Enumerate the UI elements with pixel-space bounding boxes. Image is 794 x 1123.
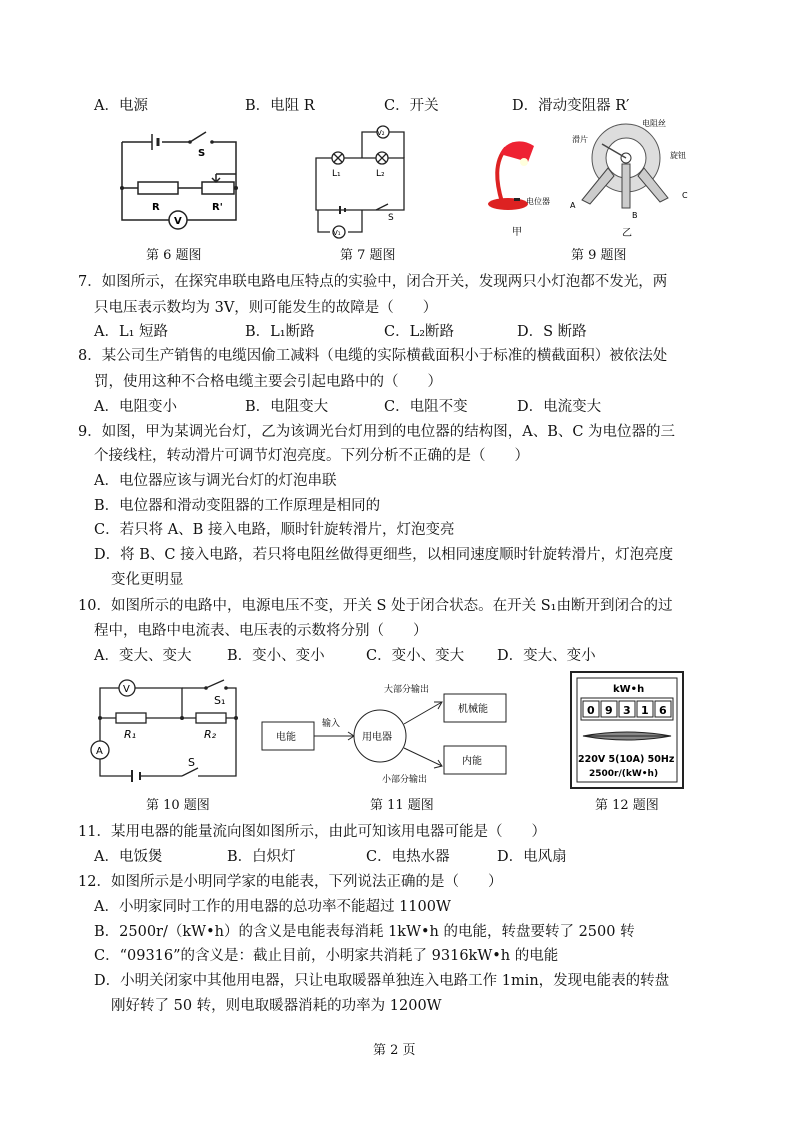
- q6-option-c: C．开关: [384, 98, 439, 114]
- fig12-caption: 第 12 题图: [595, 798, 659, 813]
- fig12-digit-2: 9: [605, 704, 613, 717]
- fig10-label-v: V: [123, 684, 130, 695]
- q7-option-d: D．S 断路: [517, 324, 587, 340]
- q11-option-a: A．电饭煲: [94, 849, 163, 865]
- fig7-label-v2: V₂: [377, 129, 385, 137]
- fig11-caption: 第 11 题图: [370, 798, 434, 813]
- q9-option-d: D．将 B、C 接入电路，若只将电阻丝做得更细些，以相同速度顺时针旋转滑片，灯泡亮度: [94, 547, 674, 563]
- fig10-label-s: S: [188, 756, 195, 769]
- q12-option-a: A．小明家同时工作的用电器的总功率不能超过 1100W: [94, 899, 451, 915]
- q8-stem-line-1: 8．某公司生产销售的电缆因偷工减料（电缆的实际横截面积小于标准的横截面积）被依法处: [78, 348, 668, 364]
- fig6-label-s: S: [198, 148, 206, 159]
- fig9-label-a: A: [570, 201, 576, 210]
- q6-option-a: A．电源: [94, 98, 148, 114]
- fig12-rate: 2500r/(kW•h): [589, 769, 659, 779]
- fig6-label-r: R: [152, 202, 160, 213]
- q12-stem: 12．如图所示是小明同学家的电能表，下列说法正确的是（ ）: [78, 874, 503, 890]
- fig11-label-minor-output: 小部分输出: [382, 775, 428, 785]
- fig11-label-major-output: 大部分输出: [384, 685, 430, 695]
- figure-7-circuit: [304, 120, 424, 242]
- fig7-label-l2: L₂: [376, 169, 385, 179]
- fig7-label-v1: V₁: [333, 229, 341, 237]
- q7-stem-line-1: 7．如图所示，在探究串联电路电压特点的实验中，闭合开关，发现两只小灯泡都不发光，两: [78, 274, 668, 290]
- fig7-caption: 第 7 题图: [340, 248, 396, 263]
- page-number: 第 2 页: [373, 1043, 416, 1058]
- fig10-caption: 第 10 题图: [146, 798, 210, 813]
- q7-option-a: A．L₁ 短路: [94, 324, 169, 340]
- q8-stem-line-2: 罚，使用这种不合格电缆主要会引起电路中的（ ）: [94, 374, 442, 390]
- q8-option-b: B．电阻变大: [245, 399, 329, 415]
- fig9-label-yi: 乙: [622, 228, 632, 239]
- fig10-label-a: A: [96, 746, 103, 757]
- q12-option-d-continued: 刚好转了 50 转，则电取暖器消耗的功率为 1200W: [111, 998, 442, 1014]
- fig9-label-b: B: [632, 211, 638, 220]
- q10-stem-line-2: 程中，电路中电流表、电压表的示数将分别（ ）: [94, 623, 428, 639]
- q11-stem: 11．某用电器的能量流向图如图所示，由此可知该用电器可能是（ ）: [78, 824, 546, 840]
- figure-6-circuit: [112, 128, 244, 230]
- fig10-label-r1: R₁: [124, 728, 137, 741]
- fig7-label-l1: L₁: [332, 169, 341, 179]
- q9-option-c: C．若只将 A、B 接入电路，顺时针旋转滑片，灯泡变亮: [94, 522, 455, 538]
- fig9-label-knob: 旋钮: [670, 151, 686, 160]
- q9-stem-line-2: 个接线柱，转动滑片可调节灯泡亮度。下列分析不正确的是（ ）: [94, 448, 529, 464]
- fig10-label-r2: R₂: [204, 728, 217, 741]
- fig6-caption: 第 6 题图: [146, 248, 202, 263]
- q11-option-c: C．电热水器: [366, 849, 450, 865]
- potentiometer-diagram: [582, 124, 668, 208]
- q8-option-a: A．电阻变小: [94, 399, 177, 415]
- fig12-unit: kW•h: [613, 684, 645, 695]
- q6-option-d: D．滑动变阻器 R′: [512, 98, 630, 114]
- figure-12-electricity-meter: [569, 670, 685, 790]
- fig6-label-v: V: [174, 216, 182, 227]
- q10-option-a: A．变大、变大: [94, 648, 192, 664]
- q6-option-b: B．电阻 R: [245, 98, 315, 114]
- q8-option-d: D．电流变大: [517, 399, 602, 415]
- fig9-label-c: C: [682, 191, 688, 200]
- fig10-label-s1: S₁: [214, 694, 226, 707]
- q9-option-b: B．电位器和滑动变阻器的工作原理是相同的: [94, 498, 381, 514]
- fig12-digit-4: 1: [641, 704, 649, 717]
- fig9-label-slider: 滑片: [572, 135, 588, 144]
- fig11-label-mechanical: 机械能: [458, 704, 488, 715]
- figure-9-lamp-and-potentiometer: [478, 112, 700, 242]
- q12-option-d: D．小明关闭家中其他用电器，只让电取暖器单独连入电路工作 1min，发现电能表的转盘: [94, 973, 670, 989]
- q10-option-b: B．变小、变小: [227, 648, 325, 664]
- fig11-label-input: 输入: [322, 719, 341, 729]
- figure-11-energy-flow: [258, 680, 520, 786]
- q10-stem-line-1: 10．如图所示的电路中，电源电压不变，开关 S 处于闭合状态。在开关 S₁由断开到闭合的过: [78, 598, 673, 614]
- q10-option-c: C．变小、变大: [366, 648, 465, 664]
- q11-option-d: D．电风扇: [497, 849, 567, 865]
- q9-option-a: A．电位器应该与调光台灯的灯泡串联: [94, 473, 337, 489]
- q10-option-d: D．变大、变小: [497, 648, 596, 664]
- q7-option-c: C．L₂断路: [384, 324, 455, 340]
- figure-10-circuit: [86, 672, 246, 786]
- fig12-digit-3: 3: [623, 704, 631, 717]
- q8-option-c: C．电阻不变: [384, 399, 468, 415]
- q7-stem-line-2: 只电压表示数均为 3V，则可能发生的故障是（ ）: [94, 300, 438, 316]
- fig9-label-resistance-wire: 电阻丝: [642, 119, 666, 128]
- q9-stem-line-1: 9．如图，甲为某调光台灯，乙为该调光台灯用到的电位器的结构图，A、B、C 为电位器的三: [78, 424, 676, 440]
- q12-option-b: B．2500r/（kW•h）的含义是电能表每消耗 1kW•h 的电能，转盘要转了 2500 转: [94, 924, 635, 940]
- fig12-spec: 220V 5(10A) 50Hz: [578, 754, 675, 765]
- q11-option-b: B．白炽灯: [227, 849, 296, 865]
- fig9-label-potentiometer: 电位器: [526, 197, 550, 206]
- fig9-label-jia: 甲: [512, 227, 522, 238]
- fig7-label-s: S: [388, 213, 394, 223]
- q9-option-d-continued: 变化更明显: [111, 572, 184, 588]
- fig11-label-internal: 内能: [462, 756, 482, 767]
- q7-option-b: B．L₁断路: [245, 324, 315, 340]
- fig12-digit-5: 6: [659, 704, 667, 717]
- fig9-caption: 第 9 题图: [571, 248, 627, 263]
- q12-option-c: C．“09316”的含义是：截止目前，小明家共消耗了 9316kW•h 的电能: [94, 948, 559, 964]
- fig11-label-electric-energy: 电能: [276, 732, 296, 743]
- fig11-label-appliance: 用电器: [362, 732, 392, 743]
- fig6-label-r-prime: R': [212, 202, 223, 213]
- fig12-digit-1: 0: [587, 704, 595, 717]
